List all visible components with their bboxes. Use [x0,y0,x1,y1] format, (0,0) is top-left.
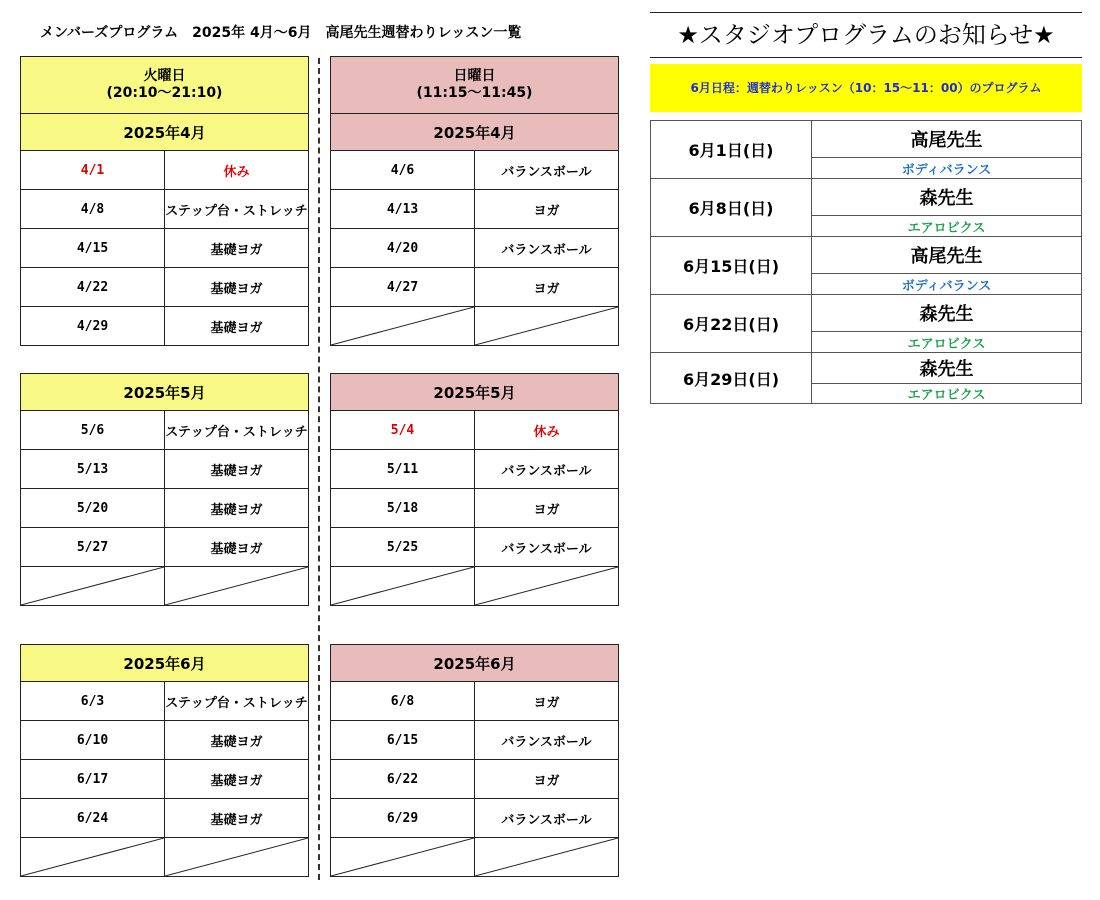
lesson-name: バランスボール [475,151,619,190]
notice-row [651,121,1082,158]
lesson-date: 5/4 [331,411,475,450]
table-row [331,411,619,450]
empty-cell [165,838,309,877]
empty-cell [475,838,619,877]
table-row [21,489,309,528]
notice-teacher: 森先生 [812,179,1082,216]
table-row [21,229,309,268]
table-row [21,411,309,450]
lesson-date: 4/6 [331,151,475,190]
table-row [331,190,619,229]
notice-teacher: 森先生 [812,353,1082,384]
table-row [21,268,309,307]
lesson-date: 4/20 [331,229,475,268]
lesson-date: 6/17 [21,760,165,799]
table-row [331,307,619,346]
sunday-schedule-table-2 [330,373,619,606]
day-time: (11:15～11:45) [416,85,533,101]
table-row [21,151,309,190]
empty-cell [165,567,309,606]
notice-date: 6月1日(日) [651,121,812,179]
lesson-date: 6/3 [21,682,165,721]
lesson-name: ヨガ [475,760,619,799]
table-row [331,229,619,268]
table-row [21,307,309,346]
notice-teacher: 高尾先生 [812,121,1082,158]
notice-program: エアロビクス [812,384,1082,404]
notice-teacher: 森先生 [812,295,1082,332]
lesson-name: 基礎ヨガ [165,721,309,760]
day-name: 火曜日 [143,68,186,84]
month-header: 2025年5月 [331,374,619,411]
notice-title: ★スタジオプログラムのお知らせ★ [650,12,1082,58]
table-row [331,268,619,307]
table-row [331,528,619,567]
lesson-name: 基礎ヨガ [165,450,309,489]
sunday-schedule-table-3 [330,644,619,877]
table-row [21,838,309,877]
lesson-name: ステップ台・ストレッチ [165,411,309,450]
lesson-name: バランスボール [475,799,619,838]
empty-cell [331,567,475,606]
sunday-schedule-table-1 [330,56,619,346]
lesson-date: 5/11 [331,450,475,489]
empty-cell [21,838,165,877]
lesson-name: ヨガ [475,682,619,721]
table-row [21,567,309,606]
lesson-name: 基礎ヨガ [165,268,309,307]
lesson-name: 休み [475,411,619,450]
column-divider [318,58,320,880]
lesson-name: バランスボール [475,528,619,567]
notice-program: ボディバランス [812,274,1082,295]
lesson-date: 4/13 [331,190,475,229]
lesson-name: ヨガ [475,268,619,307]
lesson-date: 6/24 [21,799,165,838]
table-row [21,721,309,760]
tuesday-schedule-table-2 [20,373,309,606]
lesson-name: バランスボール [475,229,619,268]
lesson-date: 4/29 [21,307,165,346]
lesson-date: 4/22 [21,268,165,307]
lesson-name: バランスボール [475,450,619,489]
lesson-name: ステップ台・ストレッチ [165,190,309,229]
table-row [331,567,619,606]
lesson-name: バランスボール [475,721,619,760]
notice-date: 6月8日(日) [651,179,812,237]
lesson-name: 基礎ヨガ [165,229,309,268]
lesson-date: 5/25 [331,528,475,567]
notice-program: ボディバランス [812,158,1082,179]
lesson-date: 5/27 [21,528,165,567]
table-row [21,799,309,838]
month-header: 2025年6月 [21,645,309,682]
table-row [331,799,619,838]
month-header: 2025年4月 [331,114,619,151]
notice-program: エアロビクス [812,332,1082,353]
lesson-name: ヨガ [475,489,619,528]
lesson-name: 基礎ヨガ [165,307,309,346]
table-row [331,489,619,528]
lesson-date: 5/20 [21,489,165,528]
notice-row [651,237,1082,274]
lesson-name: ヨガ [475,190,619,229]
notice-date: 6月22日(日) [651,295,812,353]
notice-row [651,353,1082,384]
notice-program: エアロビクス [812,216,1082,237]
lesson-date: 6/10 [21,721,165,760]
lesson-name: 休み [165,151,309,190]
lesson-name: 基礎ヨガ [165,799,309,838]
lesson-date: 4/15 [21,229,165,268]
table-row [21,760,309,799]
notice-table [650,120,1082,404]
notice-date: 6月29日(日) [651,353,812,404]
lesson-date: 6/8 [331,682,475,721]
empty-cell [331,307,475,346]
table-row [331,682,619,721]
table-row [21,450,309,489]
table-row [331,151,619,190]
notice-row [651,295,1082,332]
notice-banner: 6月日程：週替わりレッスン（10：15～11：00）のプログラム [650,64,1082,112]
lesson-date: 4/8 [21,190,165,229]
lesson-date: 5/18 [331,489,475,528]
lesson-date: 5/13 [21,450,165,489]
notice-date: 6月15日(日) [651,237,812,295]
table-row [331,760,619,799]
table-row [21,682,309,721]
lesson-name: 基礎ヨガ [165,760,309,799]
table-row [331,450,619,489]
empty-cell [21,567,165,606]
sunday-day-header [331,57,619,114]
page-title: メンバーズプログラム 2025年 4月～6月 高尾先生週替わりレッスン一覧 [40,25,522,41]
empty-cell [331,838,475,877]
tuesday-schedule-table-3 [20,644,309,877]
lesson-date: 6/15 [331,721,475,760]
day-name: 日曜日 [453,68,496,84]
empty-cell [475,567,619,606]
tuesday-schedule-table-1 [20,56,309,346]
table-row [21,528,309,567]
table-row [331,721,619,760]
tuesday-day-header [21,57,309,114]
empty-cell [475,307,619,346]
lesson-date: 6/29 [331,799,475,838]
lesson-name: 基礎ヨガ [165,489,309,528]
notice-teacher: 高尾先生 [812,237,1082,274]
month-header: 2025年6月 [331,645,619,682]
lesson-date: 4/1 [21,151,165,190]
lesson-date: 6/22 [331,760,475,799]
day-time: (20:10～21:10) [106,85,223,101]
lesson-date: 4/27 [331,268,475,307]
lesson-date: 5/6 [21,411,165,450]
month-header: 2025年5月 [21,374,309,411]
month-header: 2025年4月 [21,114,309,151]
notice-row [651,179,1082,216]
lesson-name: ステップ台・ストレッチ [165,682,309,721]
lesson-name: 基礎ヨガ [165,528,309,567]
table-row [21,190,309,229]
table-row [331,838,619,877]
